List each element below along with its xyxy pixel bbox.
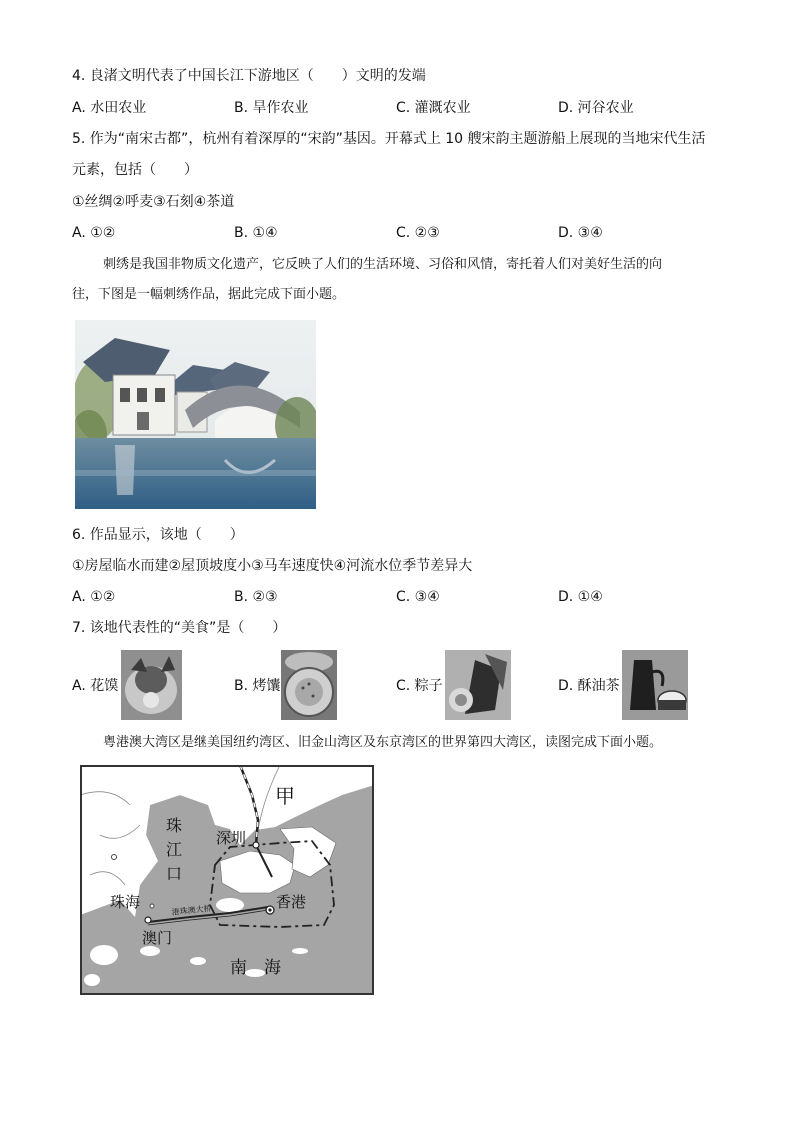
map-label-jia: 甲	[275, 784, 295, 808]
q5-stem-line1: 5. 作为“南宋古都”，杭州有着深厚的“宋韵”基因。开幕式上 10 艘宋韵主题游船上展现的当地宋代生活	[72, 131, 706, 147]
intro-bay-area: 粤港澳大湾区是继美国纽约湾区、旧金山湾区及东京湾区的世界第四大湾区，读图完成下面小题。	[103, 735, 663, 750]
bay-area-map	[80, 765, 374, 995]
map-label-macau: 澳门	[142, 929, 173, 947]
huamo-image	[121, 650, 182, 720]
map-label-zhu: 珠	[166, 816, 183, 835]
q5-option-b[interactable]: B. ①④	[234, 225, 278, 241]
q4-option-c[interactable]: C. 灌溉农业	[396, 100, 471, 116]
q7-option-a[interactable]: A. 花馍	[72, 678, 119, 694]
q7-option-b[interactable]: B. 烤馕	[234, 678, 281, 694]
q5-option-d[interactable]: D. ③④	[558, 225, 603, 241]
intro-embroidery-line1: 刺绣是我国非物质文化遗产，它反映了人们的生活环境、习俗和风情，寄托着人们对美好生活的向	[103, 257, 663, 272]
q5-items: ①丝绸②呼麦③石刻④茶道	[72, 194, 235, 210]
q4-option-d[interactable]: D. 河谷农业	[558, 100, 634, 116]
q5-option-c[interactable]: C. ②③	[396, 225, 440, 241]
map-label-jiang: 江	[166, 840, 183, 859]
map-label-bridge: 港珠澳大桥	[171, 903, 212, 917]
map-label-kou: 口	[166, 864, 183, 883]
q4-option-b[interactable]: B. 旱作农业	[234, 100, 309, 116]
map-label-nanhai: 南 海	[230, 958, 281, 978]
q6-option-c[interactable]: C. ③④	[396, 589, 440, 605]
q5-stem-line2: 元素，包括（ ）	[72, 162, 198, 178]
q6-items: ①房屋临水而建②屋顶坡度小③马车速度快④河流水位季节差异大	[72, 558, 473, 574]
q6-option-a[interactable]: A. ①②	[72, 589, 116, 605]
q6-option-d[interactable]: D. ①④	[558, 589, 603, 605]
q6-option-b[interactable]: B. ②③	[234, 589, 278, 605]
map-label-hongkong: 香港	[276, 893, 307, 911]
q4-stem: 4. 良渚文明代表了中国长江下游地区（ ）文明的发端	[72, 68, 426, 84]
map-label-shenzhen: 深圳	[216, 829, 247, 847]
q5-option-a[interactable]: A. ①②	[72, 225, 116, 241]
map-label-zhuhai: 珠海	[110, 893, 141, 911]
q7-option-d[interactable]: D. 酥油茶	[558, 678, 620, 694]
q7-option-c[interactable]: C. 粽子	[396, 678, 443, 694]
q6-stem: 6. 作品显示，该地（ ）	[72, 527, 244, 543]
zongzi-image	[445, 650, 511, 720]
intro-embroidery-line2: 往，下图是一幅刺绣作品，据此完成下面小题。	[72, 287, 346, 302]
q4-option-a[interactable]: A. 水田农业	[72, 100, 147, 116]
butter-tea-image	[622, 650, 688, 720]
q7-stem: 7. 该地代表性的“美食”是（ ）	[72, 620, 287, 636]
nang-image	[281, 650, 337, 720]
embroidery-picture	[75, 320, 316, 509]
